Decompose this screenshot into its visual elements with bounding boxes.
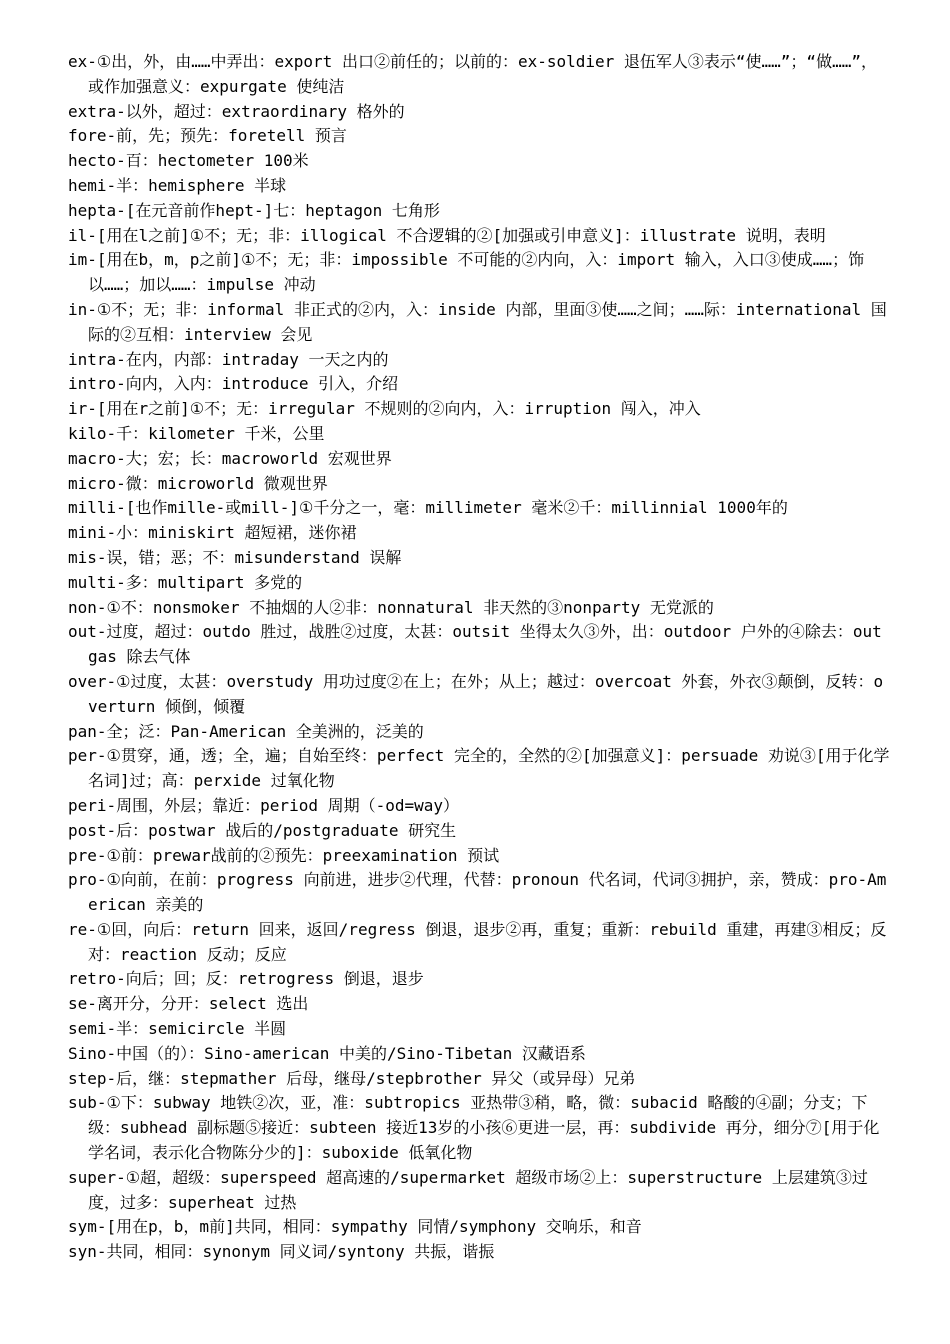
prefix-entry-intro: intro-向内，入内：introduce 引入，介绍 <box>68 374 399 394</box>
prefix-entry-im: im-[用在b，m，p之前]①不；无；非：impossible 不可能的②内向，入：import 输入，入口③使成……；饰以……；加以……：impulse 冲动 <box>68 250 865 295</box>
prefix-entry-multi: multi-多：multipart 多党的 <box>68 572 303 592</box>
prefix-entry-il: il-[用在l之前]①不；无；非：illogical 不合逻辑的②[加强或引申意义]：illustrate 说明，表明 <box>68 225 826 245</box>
prefix-entry-hepta: hepta-[在元音前作hept-]七：heptagon 七角形 <box>68 200 440 220</box>
prefix-entry-post: post-后：postwar 战后的/postgraduate 研究生 <box>68 820 457 840</box>
prefix-entry-fore: fore-前，先；预先：foretell 预言 <box>68 126 347 146</box>
prefix-entry-extra: extra-以外，超过：extraordinary 格外的 <box>68 101 405 121</box>
prefix-entry-mis: mis-误，错；恶；不：misunderstand 误解 <box>68 547 402 567</box>
prefix-entry-macro: macro-大；宏；长：macroworld 宏观世界 <box>68 448 392 468</box>
prefix-entry-retro: retro-向后；回；反：retrogress 倒退，退步 <box>68 969 424 989</box>
prefix-entry-out: out-过度，超过：outdo 胜过，战胜②过度，太甚：outsit 坐得太久③外，出：outdoor 户外的④除去：outgas 除去气体 <box>68 622 882 667</box>
prefix-entry-sino: Sino-中国（的）：Sino-american 中美的/Sino-Tibetan 汉藏语系 <box>68 1043 586 1063</box>
prefix-list <box>68 50 890 1265</box>
prefix-entry-semi: semi-半：semicircle 半圆 <box>68 1019 287 1039</box>
prefix-entry-peri: peri-周围，外层；靠近：period 周期（-od=way） <box>68 795 460 815</box>
prefix-entry-mini: mini-小：miniskirt 超短裙，迷你裙 <box>68 523 357 543</box>
prefix-entry-sub: sub-①下：subway 地铁②次，亚，准：subtropics 亚热带③稍，略，微：subacid 略酸的④副；分支；下级：subhead 副标题⑤接近：subteen 接近13岁的小孩⑥更进一层，再：subdivide 再分，细分⑦[用于化学名词，表示化合物陈分少的]：suboxide 低氧化物 <box>68 1093 880 1163</box>
prefix-entry-milli: milli-[也作mille-或mill-]①千分之一，毫：millimeter 毫米②千：millinnial 1000年的 <box>68 498 788 518</box>
prefix-entry-re: re-①回，向后：return 回来，返回/regress 倒退，退步②再，重复；重新：rebuild 重建，再建③相反；反对：reaction 反动；反应 <box>68 919 887 964</box>
prefix-entry-syn: syn-共同，相同：synonym 同义词/syntony 共振，谐振 <box>68 1242 495 1262</box>
prefix-entry-pre: pre-①前：prewar战前的②预先：preexamination 预试 <box>68 845 500 865</box>
prefix-entry-per: per-①贯穿，通，透；全，遍；自始至终：perfect 完全的，全然的②[加强意义]：persuade 劝说③[用于化学名词]过；高：perxide 过氧化物 <box>68 746 890 791</box>
prefix-entry-super: super-①超，超级：superspeed 超高速的/supermarket 超级市场②上：superstructure 上层建筑③过度，过多：superheat 过热 <box>68 1167 868 1212</box>
prefix-entry-se: se-离开分，分开：select 选出 <box>68 994 309 1014</box>
prefix-entry-kilo: kilo-千：kilometer 千米，公里 <box>68 423 325 443</box>
prefix-entry-micro: micro-微：microworld 微观世界 <box>68 473 328 493</box>
prefix-entry-pro: pro-①向前，在前：progress 向前进，进步②代理，代替：pronoun 代名词，代词③拥护，亲，赞成：pro-American 亲美的 <box>68 870 887 915</box>
prefix-entry-ex: ex-①出，外，由……中弄出：export 出口②前任的；以前的：ex-soldier 退伍军人③表示“使……”；“做……”，或作加强意义：expurgate 使纯洁 <box>68 52 877 96</box>
prefix-entry-hecto: hecto-百：hectometer 100米 <box>68 151 309 171</box>
prefix-entry-hemi: hemi-半：hemisphere 半球 <box>68 175 287 195</box>
prefix-entry-pan: pan-全；泛：Pan-American 全美洲的，泛美的 <box>68 721 424 741</box>
prefix-entry-in: in-①不；无；非：informal 非正式的②内，入：inside 内部，里面③使……之间；……际：international 国际的②互相：interview 会见 <box>68 299 887 344</box>
prefix-entry-intra: intra-在内，内部：intraday 一天之内的 <box>68 349 389 369</box>
prefix-entry-step: step-后，继：stepmather 后母，继母/stepbrother 异父（或异母）兄弟 <box>68 1068 636 1088</box>
prefix-entry-over: over-①过度，太甚：overstudy 用功过度②在上；在外；从上；越过：overcoat 外套，外衣③颠倒，反转：overturn 倾倒，倾覆 <box>68 671 884 716</box>
prefix-entry-ir: ir-[用在r之前]①不；无：irregular 不规则的②向内，入：irruption 闯入，冲入 <box>68 399 701 419</box>
prefix-entry-non: non-①不：nonsmoker 不抽烟的人②非：nonnatural 非天然的③nonparty 无党派的 <box>68 597 714 617</box>
prefix-entry-sym: sym-[用在p，b，m前]共同，相同：sympathy 同情/symphony 交响乐，和音 <box>68 1217 642 1237</box>
